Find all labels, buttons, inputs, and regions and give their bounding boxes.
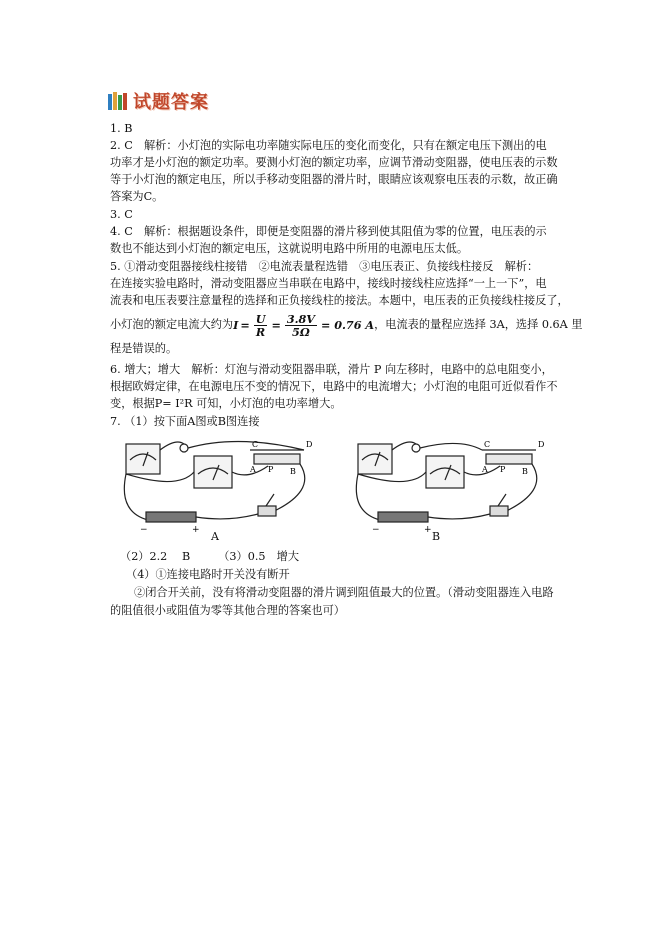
svg-text:+: + bbox=[192, 525, 200, 535]
svg-text:P: P bbox=[500, 465, 506, 474]
answer-2-line-2: 功率才是小灯泡的额定功率。要测小灯泡的额定功率，应调节滑动变阻器，使电压表的示数 bbox=[110, 156, 558, 169]
formula-frac-2 bbox=[285, 313, 317, 338]
figure-a-label: A bbox=[211, 530, 219, 543]
answer-7-line-1: 7. （1）按下面A图或B图连接 bbox=[110, 415, 260, 428]
answer-7-line-3: （4）①连接电路时开关没有断开 bbox=[126, 568, 290, 581]
svg-text:D: D bbox=[306, 440, 313, 449]
current-formula bbox=[233, 313, 374, 338]
formula-result: = 0.76 A bbox=[320, 318, 375, 332]
svg-text:+: + bbox=[424, 525, 432, 535]
answer-2-line-1: 2. C 解析：小灯泡的实际电功率随实际电压的变化而变化，只有在额定电压下测出的电 bbox=[110, 139, 547, 152]
svg-text:C: C bbox=[252, 440, 259, 449]
svg-text:A: A bbox=[250, 465, 256, 474]
answer-4-line-2: 数也不能达到小灯泡的额定电压，这就说明电路中所用的电源电压太低。 bbox=[110, 242, 469, 255]
formula-num-1: U bbox=[255, 311, 266, 326]
svg-text:P: P bbox=[268, 465, 274, 474]
answer-5-line-4-post: ，电流表的量程应选择 3A，选择 0.6A 里 bbox=[374, 318, 583, 331]
formula-eq-2: = bbox=[271, 318, 281, 332]
formula-num-2: 3.8V bbox=[286, 311, 315, 326]
answer-6-line-2: 根据欧姆定律，在电源电压不变的情况下，电路中的电流增大；小灯泡的电阻可近似看作不 bbox=[110, 380, 558, 393]
section-header bbox=[107, 90, 209, 112]
circuit-diagram-b bbox=[350, 432, 556, 542]
answer-6-line-3: 变，根据P= I²R 可知，小灯泡的电功率增大。 bbox=[110, 397, 342, 410]
answer-3: 3. C bbox=[110, 208, 133, 221]
books-icon bbox=[107, 91, 129, 111]
answer-7-line-4: ②闭合开关前，没有将滑动变阻器的滑片调到阻值最大的位置。（滑动变阻器连入电路 bbox=[134, 586, 554, 599]
answer-5-line-2: 在连接实验电路时，滑动变阻器应当串联在电路中，接线时接线柱应选择“一上一下”，电 bbox=[110, 277, 547, 290]
svg-text:A: A bbox=[482, 465, 488, 474]
svg-text:−: − bbox=[372, 525, 380, 535]
formula-lhs: I bbox=[233, 318, 239, 332]
formula-den-1: R bbox=[255, 324, 266, 339]
answer-5-line-4 bbox=[110, 311, 583, 339]
svg-text:C: C bbox=[484, 440, 491, 449]
answer-2-line-3: 等于小灯泡的额定电压，所以手移动变阻器的滑片时，眼睛应该观察电压表的示数，故正确 bbox=[110, 173, 558, 186]
answer-5-line-5: 程是错误的。 bbox=[110, 342, 178, 355]
answer-2-line-4: 答案为C。 bbox=[110, 190, 164, 203]
answer-4-line-1: 4. C 解析：根据题设条件，即便是变阻器的滑片移到使其阻值为零的位置，电压表的示 bbox=[110, 225, 547, 238]
svg-text:D: D bbox=[538, 440, 545, 449]
svg-text:−: − bbox=[140, 525, 148, 535]
answer-6-line-1: 6. 增大；增大 解析：灯泡与滑动变阻器串联，滑片 P 向左移时，电路中的总电阻变小， bbox=[110, 363, 553, 376]
answer-1: 1. B bbox=[110, 122, 133, 135]
formula-frac-1 bbox=[254, 313, 268, 338]
formula-den-2: 5Ω bbox=[292, 324, 310, 339]
circuit-diagram-a bbox=[118, 432, 324, 542]
formula-eq: = bbox=[240, 318, 250, 332]
answer-5-line-1: 5. ①滑动变阻器接线柱接错 ②电流表量程选错 ③电压表正、负接线柱接反 解析： bbox=[110, 260, 539, 273]
svg-text:B: B bbox=[522, 467, 528, 476]
answer-7-line-5: 的阻值很小或阻值为零等其他合理的答案也可） bbox=[110, 604, 345, 617]
answer-7-line-2: （2）2.2 B （3）0.5 增大 bbox=[120, 550, 300, 563]
header-title: 试题答案 bbox=[133, 92, 209, 113]
figure-b-label: B bbox=[432, 530, 441, 543]
svg-text:B: B bbox=[290, 467, 296, 476]
answer-5-line-4-pre: 小灯泡的额定电流大约为 bbox=[110, 318, 234, 331]
answer-5-line-3: 流表和电压表要注意量程的选择和正负接线柱的接法。本题中，电压表的正负接线柱接反了， bbox=[110, 294, 569, 307]
